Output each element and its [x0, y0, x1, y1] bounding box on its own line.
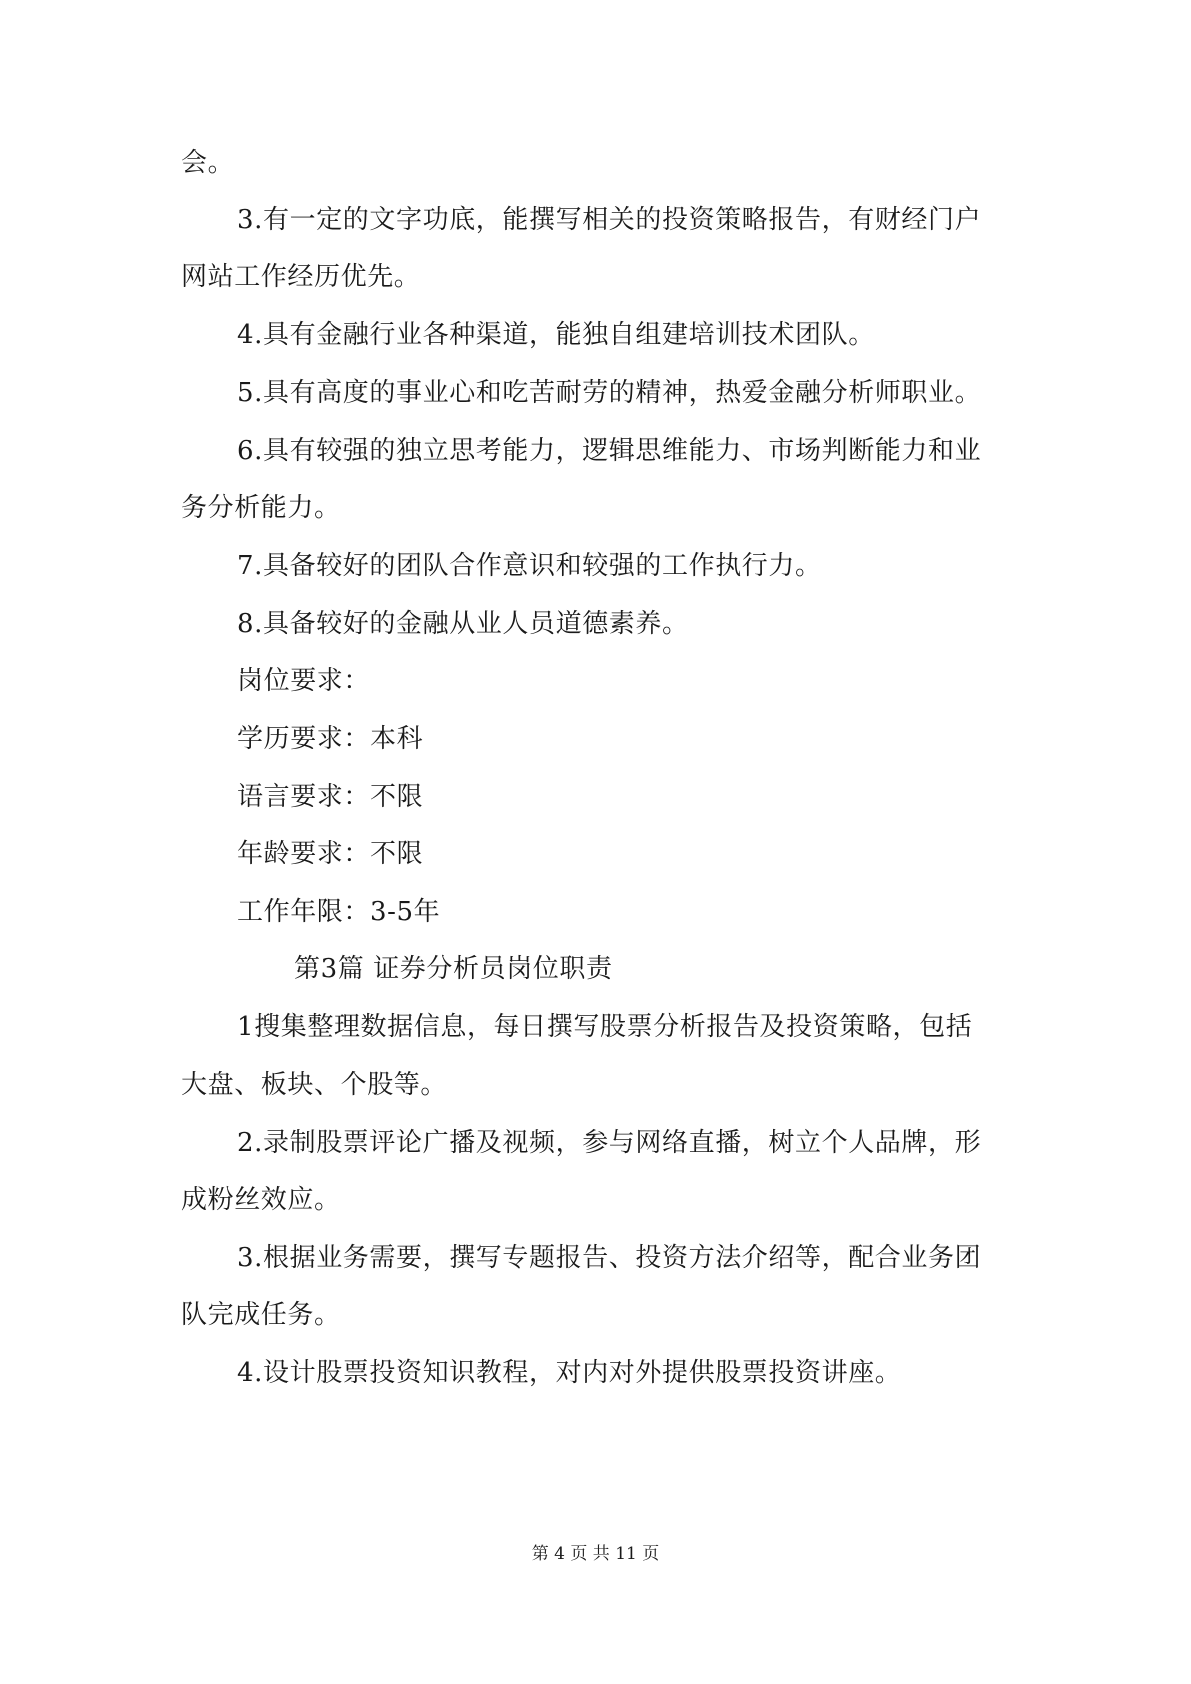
chapter-title: 第3篇 证券分析员岗位职责	[294, 954, 613, 984]
text-line: 5.具有高度的事业心和吃苦耐劳的精神，热爱金融分析师职业。	[237, 378, 982, 408]
text-line: 成粉丝效应。	[181, 1185, 341, 1215]
requirement-education: 学历要求：本科	[237, 724, 424, 754]
text-line: 8.具备较好的金融从业人员道德素养。	[237, 609, 689, 639]
text-line: 1搜集整理数据信息，每日撰写股票分析报告及投资策略，包括	[237, 1012, 973, 1042]
requirement-language: 语言要求：不限	[237, 782, 424, 812]
text-line: 4.具有金融行业各种渠道，能独自组建培训技术团队。	[237, 320, 875, 350]
text-line: 大盘、板块、个股等。	[181, 1070, 448, 1100]
text-line: 网站工作经历优先。	[181, 262, 421, 292]
text-line: 队完成任务。	[181, 1300, 341, 1330]
section-heading: 岗位要求：	[237, 666, 371, 696]
text-line: 3.有一定的文字功底，能撰写相关的投资策略报告，有财经门户	[237, 205, 982, 235]
page-footer: 第 4 页 共 11 页	[531, 1544, 660, 1564]
text-line: 2.录制股票评论广播及视频，参与网络直播，树立个人品牌，形	[237, 1128, 982, 1158]
requirement-experience: 工作年限：3-5年	[237, 897, 441, 927]
text-line: 会。	[181, 148, 235, 178]
text-line: 6.具有较强的独立思考能力，逻辑思维能力、市场判断能力和业	[237, 436, 982, 466]
text-line: 务分析能力。	[181, 493, 341, 523]
text-line: 3.根据业务需要，撰写专题报告、投资方法介绍等，配合业务团	[237, 1243, 982, 1273]
text-line: 7.具备较好的团队合作意识和较强的工作执行力。	[237, 551, 822, 581]
requirement-age: 年龄要求：不限	[237, 839, 424, 869]
text-line: 4.设计股票投资知识教程，对内对外提供股票投资讲座。	[237, 1358, 902, 1388]
